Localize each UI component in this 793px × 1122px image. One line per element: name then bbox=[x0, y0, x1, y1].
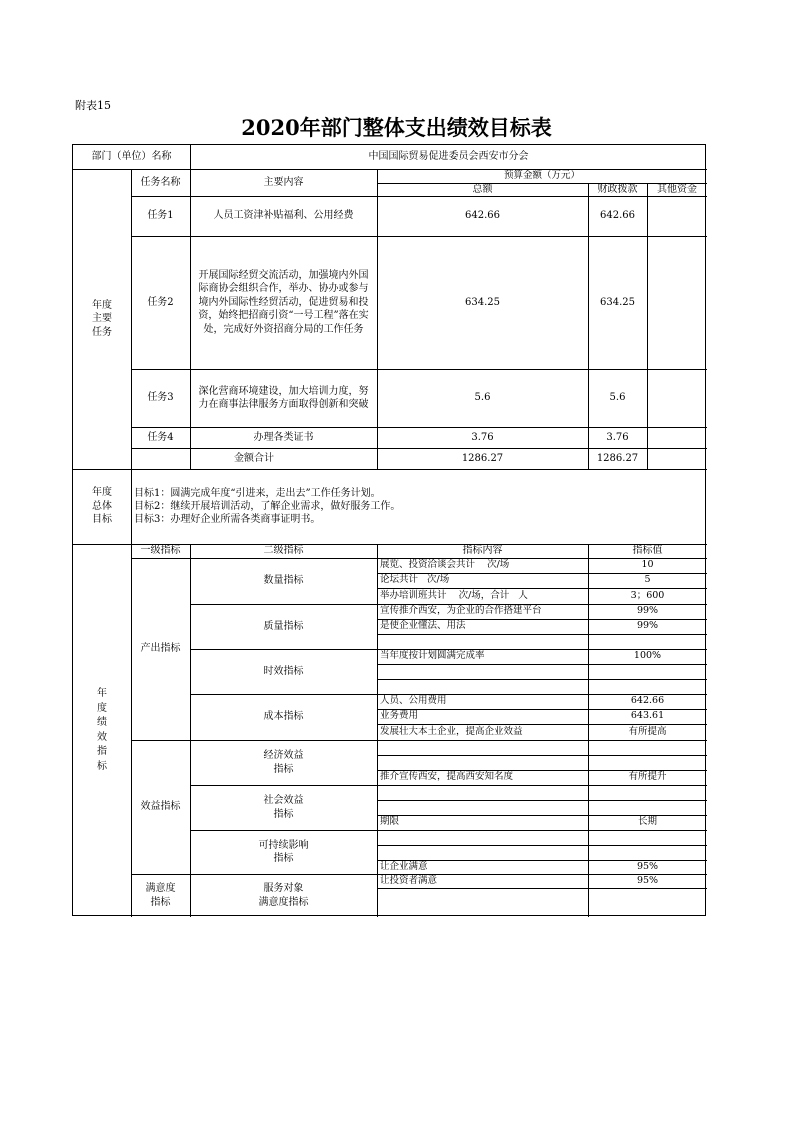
task-other bbox=[647, 196, 707, 236]
indicator-value bbox=[588, 830, 707, 845]
level2-social: 社会效益 指标 bbox=[263, 795, 304, 820]
level2-quantity: 数量指标 bbox=[263, 575, 304, 587]
task-name: 任务3 bbox=[147, 392, 174, 404]
goal-item: 目标1：圆满完成年度“引进来，走出去”工作任务计划。 bbox=[134, 488, 381, 499]
task-content: 办理各类证书 bbox=[253, 431, 314, 443]
col-total: 总额 bbox=[472, 183, 493, 195]
indicator-content: 是使企业懂法、用法 bbox=[380, 620, 466, 632]
col-level1: 一级指标 bbox=[140, 545, 181, 557]
indicator-value bbox=[588, 800, 707, 815]
tasks-section-label: 年度 主要 任务 bbox=[92, 299, 112, 338]
indicator-value: 有所提升 bbox=[628, 771, 667, 783]
indicator-value: 95% bbox=[636, 860, 659, 872]
indicator-content: 让企业满意 bbox=[380, 860, 428, 872]
dept-name: 中国国际贸易促进委员会西安市分会 bbox=[368, 151, 529, 163]
col-indicator-content: 指标内容 bbox=[462, 545, 503, 557]
indicator-content: 展览、投资洽谈会共计 次/场 bbox=[380, 559, 510, 571]
level1-output: 产出指标 bbox=[140, 643, 181, 655]
level2-economic: 经济效益 指标 bbox=[263, 750, 304, 775]
task-name: 任务2 bbox=[147, 296, 174, 308]
page-title: 2020年部门整体支出绩效目标表 bbox=[241, 115, 552, 140]
indicator-content: 人员、公用费用 bbox=[380, 695, 447, 707]
level1-benefit: 效益指标 bbox=[140, 801, 181, 813]
indicator-content: 业务费用 bbox=[380, 710, 419, 722]
indicator-value: 99% bbox=[636, 605, 659, 617]
indicator-value: 长期 bbox=[637, 816, 657, 828]
task-content: 人员工资津补贴福利、公用经费 bbox=[213, 210, 354, 222]
indicator-value: 99% bbox=[636, 620, 659, 632]
indicator-content: 发展壮大本土企业，提高企业效益 bbox=[380, 725, 523, 737]
performance-table bbox=[72, 144, 706, 916]
indicator-content bbox=[377, 845, 588, 860]
indicator-content: 当年度按计划圆满完成率 bbox=[380, 650, 485, 662]
task-total: 5.6 bbox=[474, 392, 491, 404]
dept-label: 部门（单位）名称 bbox=[91, 151, 172, 163]
task-name: 任务4 bbox=[147, 431, 174, 443]
col-budget: 预算金额（万元） bbox=[503, 169, 580, 181]
indicator-content: 让投资者满意 bbox=[380, 874, 438, 886]
indicator-value bbox=[588, 888, 707, 902]
indicator-value bbox=[588, 664, 707, 679]
indicator-content: 推介宣传西安，提高西安知名度 bbox=[380, 771, 514, 783]
task-fiscal: 3.76 bbox=[606, 431, 629, 443]
task-total: 3.76 bbox=[471, 431, 494, 443]
sum-fiscal: 1286.27 bbox=[596, 452, 639, 464]
indicator-content: 论坛共计 次/场 bbox=[380, 574, 450, 586]
task-other bbox=[647, 427, 707, 448]
task-total: 634.25 bbox=[465, 296, 500, 308]
col-task-name: 任务名称 bbox=[140, 176, 181, 188]
indicator-value bbox=[588, 634, 707, 649]
indicator-value: 643.61 bbox=[630, 710, 665, 722]
sum-label: 金额合计 bbox=[234, 452, 274, 464]
indicator-content bbox=[377, 785, 588, 800]
indicator-value bbox=[588, 755, 707, 770]
task-other bbox=[647, 369, 707, 427]
indicator-content bbox=[377, 740, 588, 755]
level2-timeliness: 时效指标 bbox=[263, 665, 304, 677]
col-main-content: 主要内容 bbox=[263, 176, 304, 188]
indicator-content bbox=[377, 755, 588, 770]
indicator-value bbox=[588, 679, 707, 694]
indicator-value: 5 bbox=[644, 574, 651, 586]
task-content: 开展国际经贸交流活动，加强境内外国际商协会组织合作，举办、协办或参与境内外国际性经贸活动，促进贸易和投资，始终把招商引资“一号工程”落在实处，完成好外资招商分局的工作任务 bbox=[198, 269, 369, 335]
level2-service-satisfaction: 服务对象 满意度指标 bbox=[258, 883, 309, 908]
task-fiscal: 5.6 bbox=[609, 392, 626, 404]
indicator-value: 642.66 bbox=[630, 695, 665, 707]
sum-total: 1286.27 bbox=[461, 452, 504, 464]
annex-label: 附表15 bbox=[75, 99, 111, 112]
indicator-content: 宣传推介西安，为企业的合作搭建平台 bbox=[380, 605, 542, 617]
level2-quality: 质量指标 bbox=[263, 620, 304, 632]
indicator-value: 10 bbox=[641, 559, 654, 571]
task-name: 任务1 bbox=[147, 210, 174, 222]
indicator-value: 有所提高 bbox=[628, 725, 667, 737]
indicator-content: 举办培训班共计 次/场，合计 人 bbox=[380, 589, 528, 601]
col-other: 其他资金 bbox=[657, 183, 697, 195]
indicator-value: 100% bbox=[633, 650, 662, 662]
col-fiscal: 财政拨款 bbox=[597, 183, 638, 195]
indicator-value: 95% bbox=[636, 874, 659, 886]
indicator-content bbox=[377, 830, 588, 845]
indicator-content bbox=[377, 800, 588, 815]
goals-list bbox=[134, 487, 704, 526]
level1-satisfaction: 满意度 指标 bbox=[145, 883, 176, 908]
goal-item: 目标3：办理好企业所需各类商事证明书。 bbox=[134, 514, 321, 525]
indicator-content bbox=[377, 888, 588, 902]
level2-sustainable: 可持续影响 指标 bbox=[258, 839, 309, 864]
goals-section-label: 年度 总体 目标 bbox=[92, 487, 112, 526]
indicator-value: 3；600 bbox=[630, 589, 665, 601]
task-fiscal: 642.66 bbox=[600, 210, 635, 222]
col-level2: 二级指标 bbox=[263, 545, 304, 557]
col-indicator-value: 指标值 bbox=[632, 545, 663, 557]
indicator-content: 期限 bbox=[380, 816, 400, 828]
indicator-content bbox=[377, 634, 588, 649]
level2-cost: 成本指标 bbox=[263, 711, 304, 723]
indicator-value bbox=[588, 785, 707, 800]
indicator-value bbox=[588, 740, 707, 755]
indicator-content bbox=[377, 679, 588, 694]
indicators-section-label: 年 度 绩 效 指 标 bbox=[97, 688, 107, 772]
task-other bbox=[647, 236, 707, 369]
indicator-content bbox=[377, 664, 588, 679]
task-content: 深化营商环境建设，加大培训力度，努力在商事法律服务方面取得创新和突破 bbox=[198, 385, 369, 410]
goal-item: 目标2：继续开展培训活动，了解企业需求，做好服务工作。 bbox=[134, 501, 401, 512]
task-fiscal: 634.25 bbox=[600, 296, 635, 308]
indicator-value bbox=[588, 845, 707, 860]
task-total: 642.66 bbox=[465, 210, 500, 222]
